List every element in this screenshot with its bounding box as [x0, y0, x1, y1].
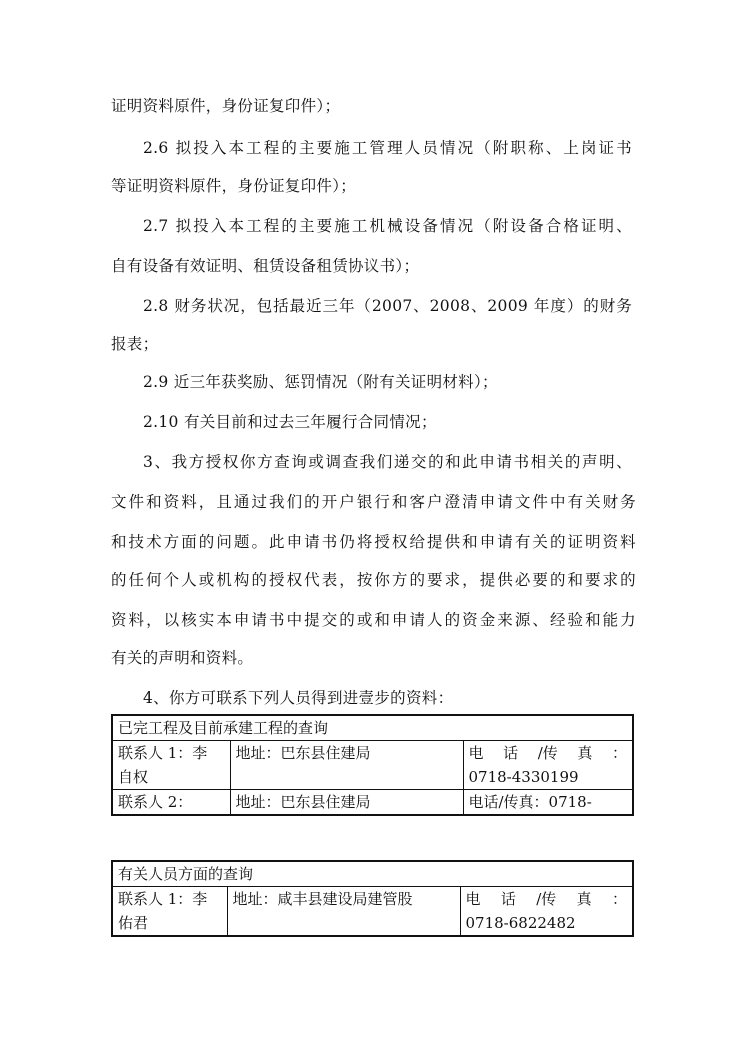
paragraph-line-1: 证明资料原件，身份证复印件）；: [111, 97, 341, 115]
phone-label-char: /传: [536, 890, 557, 908]
phone-label-char: 真: [576, 890, 592, 908]
paragraph-line-5: 自有设备有效证明、租赁设备租赁协议书）；: [111, 257, 420, 275]
phone-cell: [463, 741, 633, 790]
phone-label-char: /传: [537, 744, 558, 762]
paragraph-line-13: 的任何个人或机构的授权代表，按你方的要求，提供必要的和要求的: [111, 571, 636, 589]
table-header: 有关人员方面的查询: [112, 861, 633, 887]
paragraph-line-3: 等证明资料原件，身份证复印件）；: [111, 177, 357, 195]
paragraph-line-4: 2.7 拟投入本工程的主要施工机械设备情况（附设备合格证明、: [143, 217, 632, 235]
contact-label: 联系人 1：李: [118, 744, 208, 762]
paragraph-line-15: 有关的声明和资料。: [111, 649, 254, 667]
phone-cell: [460, 887, 633, 937]
contact-name: 佑君: [118, 914, 149, 932]
paragraph-line-12: 和技术方面的问题。此申请书仍将授权给提供和申请有关的证明资料: [111, 533, 636, 551]
phone-cell: 电话/传真：0718-: [463, 790, 633, 816]
contact-name: 自权: [118, 768, 149, 786]
paragraph-line-9: 2.10 有关目前和过去三年履行合同情况；: [143, 413, 437, 431]
table-row: [112, 790, 633, 816]
table-row: [112, 887, 633, 937]
phone-label: [466, 887, 628, 911]
paragraph-line-11: 文件和资料，且通过我们的开户银行和客户澄清申请文件中有关财务: [111, 493, 636, 511]
phone-label-char: ：: [611, 890, 627, 908]
phone-label-char: 话: [503, 744, 519, 762]
address-cell: 地址：巴东县住建局: [230, 790, 463, 816]
contact-cell: [112, 741, 230, 790]
address-cell: 地址：咸丰县建设局建管股: [227, 887, 460, 937]
paragraph-line-2: 2.6 拟投入本工程的主要施工管理人员情况（附职称、上岗证书: [143, 139, 632, 157]
phone-label-char: 话: [500, 890, 516, 908]
paragraph-line-16: 4、你方可联系下列人员得到进壹步的资料：: [143, 689, 454, 707]
phone-label-char: 真: [577, 744, 593, 762]
table-row: [112, 741, 633, 790]
address-cell: 地址：巴东县住建局: [230, 741, 463, 790]
table-header-row: [112, 715, 633, 741]
table-header: 已完工程及目前承建工程的查询: [112, 715, 633, 741]
phone-number: 0718-6822482: [465, 914, 576, 932]
phone-number: 0718-4330199: [468, 768, 579, 786]
personnel-inquiry-table: [111, 860, 634, 937]
phone-label-char: 电: [468, 744, 484, 762]
paragraph-line-10: 3、我方授权你方查询或调查我们递交的和此申请书相关的声明、: [143, 453, 632, 471]
contact-cell: 联系人 2：: [112, 790, 230, 816]
paragraph-line-8: 2.9 近三年获奖励、惩罚情况（附有关证明材料）；: [143, 373, 498, 391]
paragraph-line-14: 资料，以核实本申请书中提交的或和申请人的资金来源、经验和能力: [111, 611, 636, 629]
contact-cell: [112, 887, 227, 937]
completed-projects-table: [111, 714, 634, 816]
phone-label: [469, 741, 628, 765]
phone-label-char: ：: [611, 744, 627, 762]
contact-label: 联系人 1：李: [118, 890, 208, 908]
paragraph-line-6: 2.8 财务状况，包括最近三年（2007、2008、2009 年度）的财务: [143, 297, 632, 315]
phone-label-char: 电: [465, 890, 481, 908]
table-header-row: [112, 861, 633, 887]
paragraph-line-7: 报表；: [111, 335, 159, 353]
